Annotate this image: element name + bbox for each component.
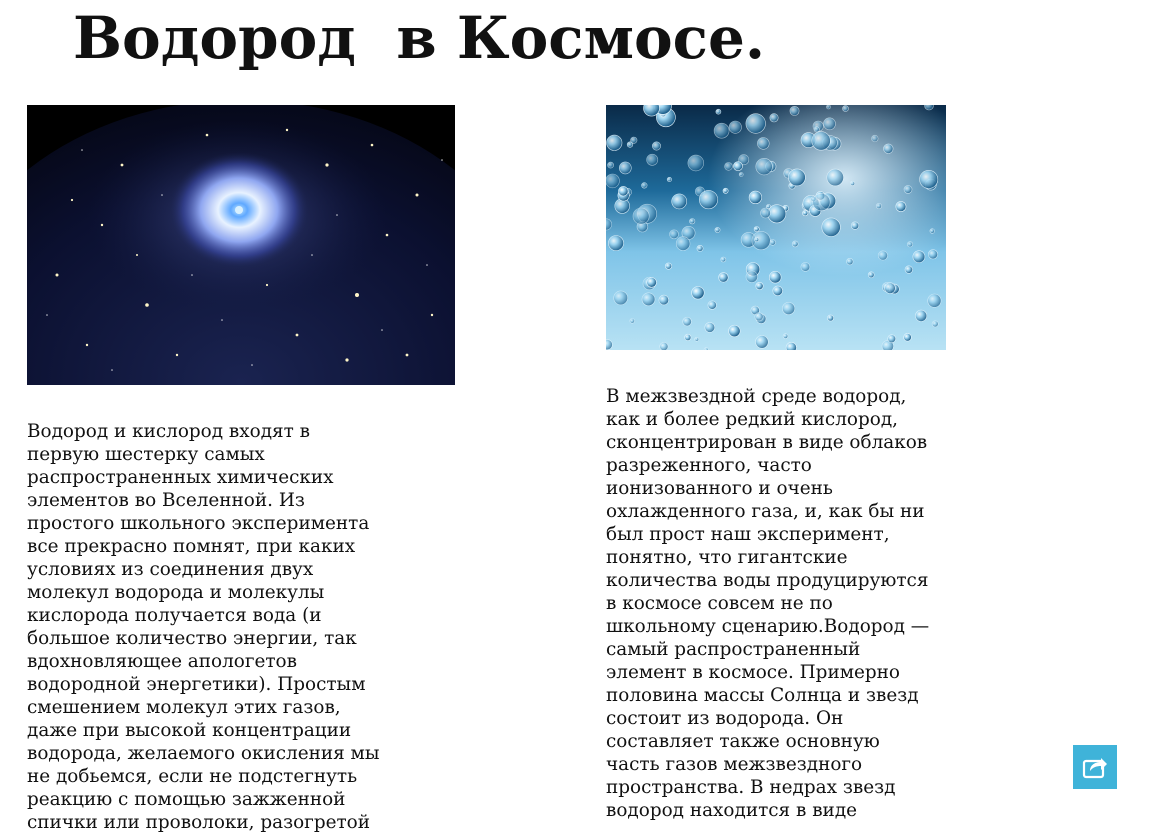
right-paragraph: В межзвездной среде водород, как и более редкий кислород, сконцентрирован в виде облаков разреженного, часто ионизованного и очень охлажденного газа, и, как бы ни был прост наш эксперимент, понятно, что гигантские количества воды продуцируются в космосе совсем не по школьному сценарию.Водород — самый распространенный элемент в космосе. Примерно половина массы Солнца и звезд состоит из водорода. Он составляет также основную часть газов межзвездного пространства. В недрах звезд водород находится в виде <box>606 386 930 821</box>
share-icon <box>1073 745 1117 789</box>
nebula-image <box>27 105 455 385</box>
left-paragraph: Водород и кислород входят в первую шестерку самых распространенных химических элементов во Вселенной. Из простого школьного эксперимента все прекрасно помнят, при каких условиях из соединения двух молекул водорода и молекулы кислорода получается вода (и большое количество энергии, так вдохновляющее апологетов водородной энергетики). Простым смешением молекул этих газов, даже при высокой концентрации водорода, желаемого окисления мы не добьемся, если не подстегнуть реакцию с помощью зажженной спички или проволоки, разогретой <box>27 421 380 833</box>
share-button[interactable] <box>1073 745 1117 789</box>
water-bubbles-image <box>606 105 946 350</box>
slide-title: Водород в Космосе. <box>73 4 766 72</box>
